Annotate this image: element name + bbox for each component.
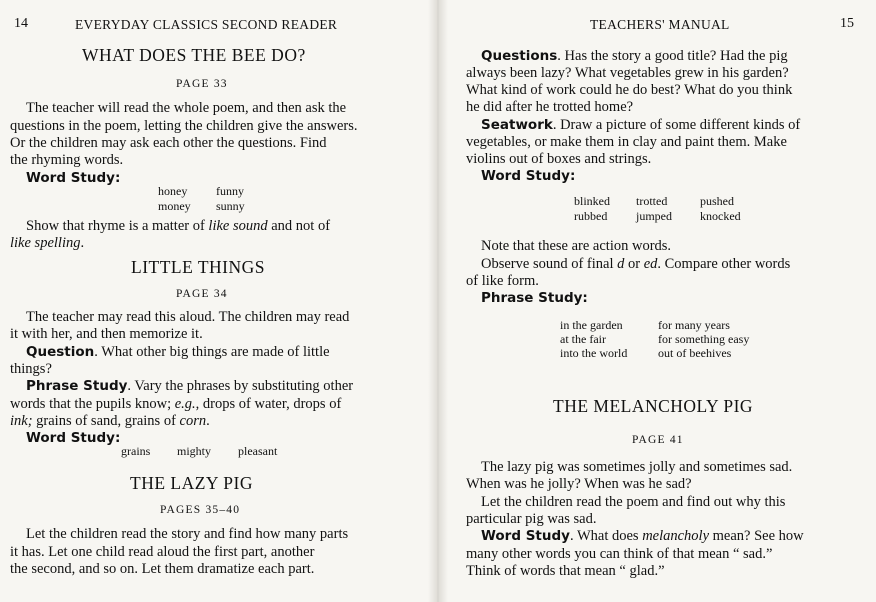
paragraph-line: it has. Let one child read aloud the first part, another (10, 544, 315, 560)
paragraph-line: the second, and so on. Let them dramatize each part. (10, 561, 315, 577)
paragraph-line: Seatwork. Draw a picture of some different kinds of (481, 117, 801, 133)
paragraph-line: Let the children read the poem and find out why this (481, 494, 786, 510)
paragraph-line: The teacher will read the whole poem, and then ask the (26, 100, 347, 116)
section-title-bee: WHAT DOES THE BEE DO? (82, 45, 306, 65)
word-item: funny (216, 184, 244, 198)
word-item: trotted (636, 194, 668, 208)
word-item: blinked (574, 194, 610, 208)
paragraph-line: like spelling. (10, 235, 85, 251)
page-ref: PAGE 34 (176, 288, 228, 300)
word-study-heading: Word Study: (481, 168, 576, 184)
word-item: rubbed (574, 209, 608, 223)
phrase-study-heading: Phrase Study: (481, 290, 588, 306)
paragraph-line: vegetables, or make them in clay and paint them. Make (466, 134, 787, 150)
paragraph-line: Phrase Study. Vary the phrases by substituting other (26, 378, 354, 394)
page-ref: PAGES 35–40 (160, 504, 241, 516)
paragraph-line: The teacher may read this aloud. The children may read (26, 309, 350, 325)
word-item: sunny (216, 199, 245, 213)
paragraph-line: questions in the poem, letting the children give the answers. (10, 118, 358, 134)
paragraph-line: of like form. (466, 273, 539, 289)
paragraph-line: What kind of work could he do best? What do you think (466, 82, 793, 98)
running-head: EVERYDAY CLASSICS SECOND READER (75, 17, 338, 32)
phrase-item: out of beehives (658, 346, 732, 360)
page-ref: PAGE 33 (176, 78, 228, 90)
phrase-item: at the fair (560, 332, 606, 346)
word-item: knocked (700, 209, 741, 223)
paragraph-line: Observe sound of final d or ed. Compare other words (481, 256, 791, 272)
paragraph-line: he did after he trotted home? (466, 99, 634, 115)
paragraph-line: Note that these are action words. (481, 238, 672, 254)
section-title-little-things: LITTLE THINGS (131, 257, 265, 277)
paragraph-line: many other words you can think of that mean “ sad.” (466, 546, 773, 562)
phrase-item: for many years (658, 318, 730, 332)
paragraph-line: Questions. Has the story a good title? Had the pig (481, 48, 788, 64)
word-item: grains (121, 444, 151, 458)
page-number: 14 (14, 16, 28, 31)
paragraph-line: violins out of boxes and strings. (466, 151, 652, 167)
paragraph-line: Or the children may ask each other the questions. Find (10, 135, 327, 151)
section-title-melancholy-pig: THE MELANCHOLY PIG (553, 396, 754, 416)
running-head: TEACHERS' MANUAL (590, 17, 730, 32)
paragraph-line: Let the children read the story and find how many parts (26, 526, 349, 542)
paragraph-line: things? (10, 361, 52, 377)
paragraph-line: Show that rhyme is a matter of like sound and not of (26, 218, 331, 234)
phrase-item: into the world (560, 346, 628, 360)
book-gutter (428, 0, 448, 602)
word-item: honey (158, 184, 188, 198)
paragraph-line: the rhyming words. (10, 152, 124, 168)
word-item: jumped (636, 209, 672, 223)
word-study-heading: Word Study: (26, 430, 121, 446)
word-study-heading: Word Study: (26, 170, 121, 186)
phrase-item: in the garden (560, 318, 623, 332)
section-title-lazy-pig: THE LAZY PIG (130, 473, 253, 493)
paragraph-line: Question. What other big things are made of little (26, 344, 330, 360)
phrase-item: for something easy (658, 332, 750, 346)
right-page (438, 0, 876, 602)
paragraph-line: words that the pupils know; e.g., drops of water, drops of (10, 396, 342, 412)
word-item: pushed (700, 194, 734, 208)
word-item: mighty (177, 444, 212, 458)
paragraph-line: it with her, and then memorize it. (10, 326, 203, 342)
word-item: money (158, 199, 191, 213)
word-item: pleasant (238, 444, 278, 458)
paragraph-line: Think of words that mean “ glad.” (466, 563, 665, 579)
paragraph-line: The lazy pig was sometimes jolly and sometimes sad. (481, 459, 793, 475)
page-number: 15 (840, 16, 854, 31)
paragraph-line: ink; grains of sand, grains of corn. (10, 413, 210, 429)
paragraph-line: always been lazy? What vegetables grew in his garden? (466, 65, 789, 81)
paragraph-line: Word Study. What does melancholy mean? See how (481, 528, 804, 544)
page-ref: PAGE 41 (632, 434, 684, 446)
paragraph-line: particular pig was sad. (466, 511, 597, 527)
paragraph-line: When was he jolly? When was he sad? (466, 476, 692, 492)
